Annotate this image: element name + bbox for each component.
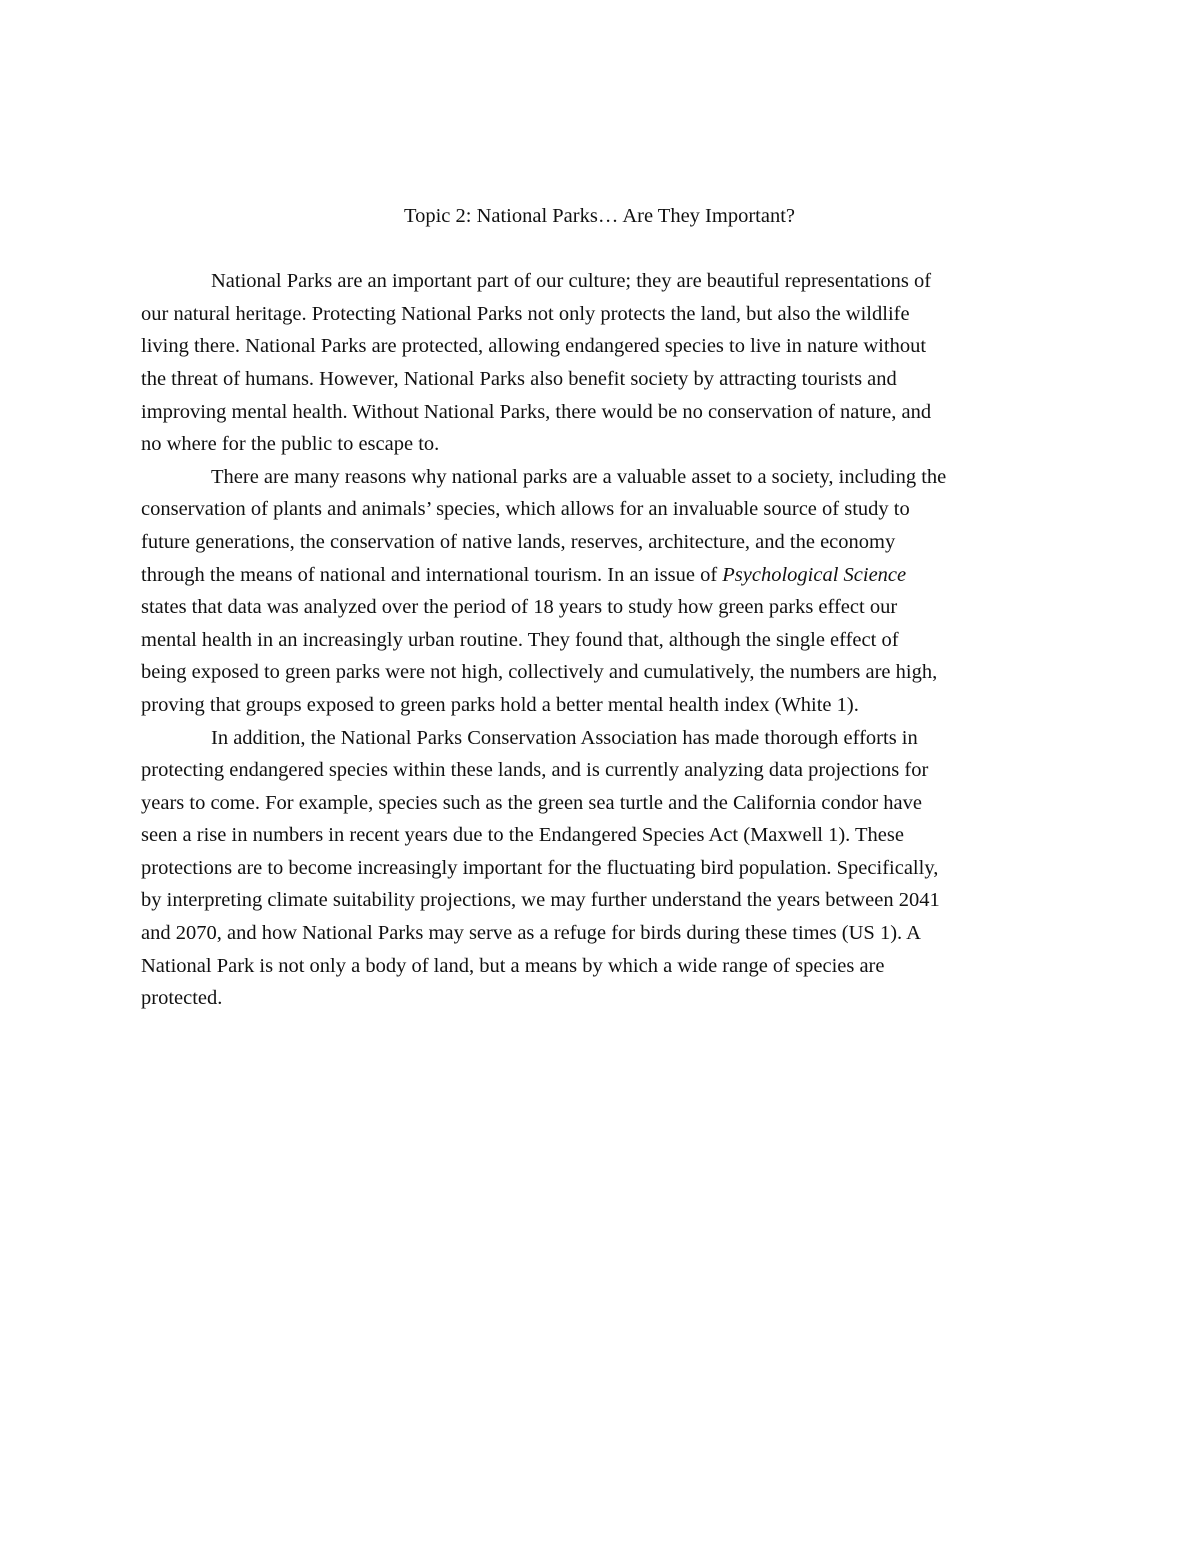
document-title: Topic 2: National Parks… Are They Important?: [403, 205, 795, 227]
paragraph-line: protected.: [141, 987, 223, 1010]
paragraph-line: future generations, the conservation of native lands, reserves, architecture, and the economy: [141, 530, 896, 553]
paragraph-line: improving mental health. Without National Parks, there would be no conservation of nature, and: [141, 400, 932, 423]
paragraph-line: our natural heritage. Protecting National Parks not only protects the land, but also the wildlife: [141, 302, 910, 325]
paragraph-line: National Park is not only a body of land, but a means by which a wide range of species are: [141, 954, 885, 977]
paragraph-line: and 2070, and how National Parks may serve as a refuge for birds during these times (US 1). A: [141, 922, 921, 945]
paragraph-line: mental health in an increasingly urban routine. They found that, although the single effect of: [141, 628, 899, 651]
paragraph-3: [141, 722, 1058, 1015]
paragraph-2: [141, 461, 1058, 722]
paragraph-line: living there. National Parks are protected, allowing endangered species to live in nature without: [141, 335, 927, 358]
document-body: [141, 200, 1058, 1015]
paragraph-line: being exposed to green parks were not high, collectively and cumulatively, the numbers are high,: [141, 661, 938, 684]
paragraph-line: In addition, the National Parks Conservation Association has made thorough efforts in: [211, 726, 918, 749]
paragraph-line-with-citation: [141, 559, 1058, 592]
paragraph-line: protections are to become increasingly important for the fluctuating bird population. Specifically,: [141, 856, 939, 879]
paragraph-line: National Parks are an important part of our culture; they are beautiful representations of: [211, 270, 932, 293]
journal-title: Psychological Science: [722, 563, 907, 586]
paragraph-line: There are many reasons why national parks are a valuable asset to a society, including the: [211, 465, 947, 488]
paragraph-line: by interpreting climate suitability projections, we may further understand the years between 2041: [141, 889, 940, 912]
line-text: through the means of national and international tourism. In an issue of: [141, 563, 723, 586]
paragraph-1: [141, 265, 1058, 461]
paragraph-line: conservation of plants and animals’ species, which allows for an invaluable source of study to: [141, 498, 910, 521]
paragraph-line: proving that groups exposed to green parks hold a better mental health index (White 1).: [141, 693, 859, 716]
paragraph-line: the threat of humans. However, National Parks also benefit society by attracting tourists and: [141, 367, 897, 390]
paragraph-line: no where for the public to escape to.: [141, 433, 440, 456]
paragraph-line: states that data was analyzed over the period of 18 years to study how green parks effect our: [141, 596, 898, 619]
paragraph-line: seen a rise in numbers in recent years due to the Endangered Species Act (Maxwell 1). These: [141, 824, 904, 847]
paragraph-line: protecting endangered species within these lands, and is currently analyzing data projections for: [141, 759, 929, 782]
paragraph-line: years to come. For example, species such as the green sea turtle and the California condor have: [141, 791, 922, 814]
